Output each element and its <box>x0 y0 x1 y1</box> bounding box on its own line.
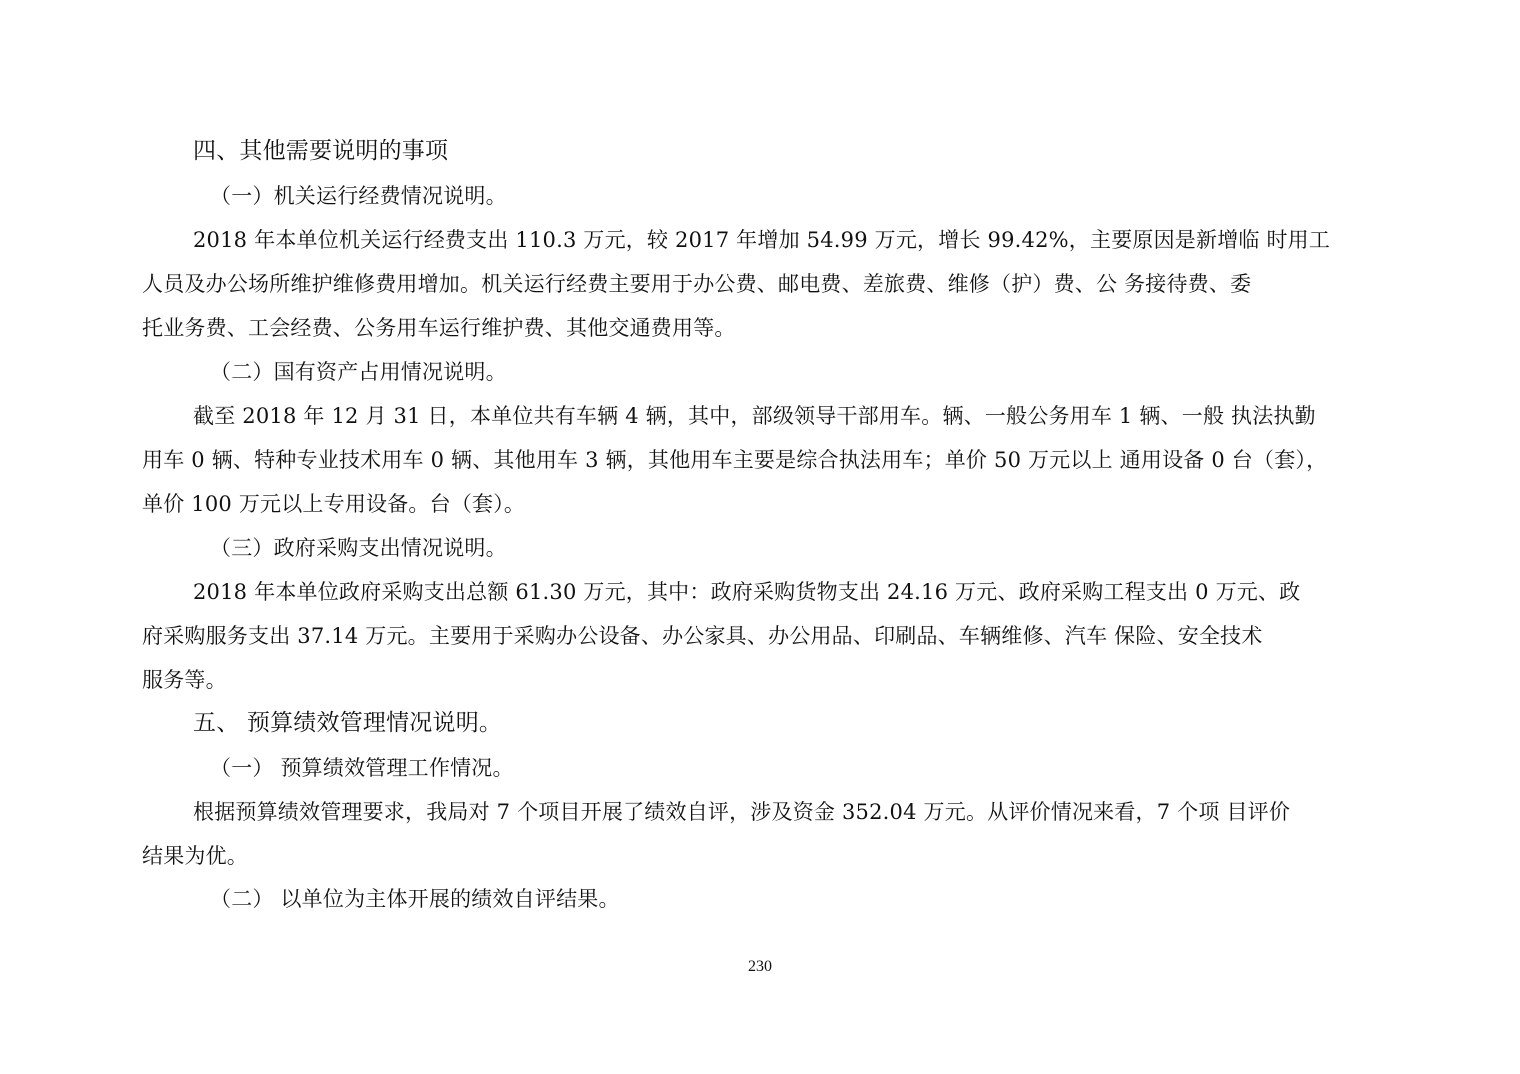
subsection-heading-2: （二）国有资产占用情况说明。 <box>210 360 507 384</box>
page-number: 230 <box>748 958 772 975</box>
section-heading-4: 四、其他需要说明的事项 <box>193 138 449 164</box>
paragraph-line: 服务等。 <box>142 668 227 692</box>
paragraph-line: 截至 2018 年 12 月 31 日，本单位共有车辆 4 辆，其中，部级领导干部用车。辆、一般公务用车 1 辆、一般 执法执勤 <box>193 404 1316 428</box>
paragraph-line: 府采购服务支出 37.14 万元。主要用于采购办公设备、办公家具、办公用品、印刷品、车辆维修、汽车 保险、安全技术 <box>142 624 1263 648</box>
paragraph-line: 2018 年本单位机关运行经费支出 110.3 万元，较 2017 年增加 54.99 万元，增长 99.42%，主要原因是新增临 时用工 <box>193 228 1331 252</box>
subsection-heading-5-2: （二） 以单位为主体开展的绩效自评结果。 <box>210 887 620 911</box>
paragraph-line: 用车 0 辆、特种专业技术用车 0 辆、其他用车 3 辆，其他用车主要是综合执法用车；单价 50 万元以上 通用设备 0 台（套）， <box>142 448 1328 472</box>
subsection-heading-5-1: （一） 预算绩效管理工作情况。 <box>210 756 514 780</box>
paragraph-line: 人员及办公场所维护维修费用增加。机关运行经费主要用于办公费、邮电费、差旅费、维修（护）费、公 务接待费、委 <box>142 272 1252 296</box>
paragraph-line: 根据预算绩效管理要求，我局对 7 个项目开展了绩效自评，涉及资金 352.04 万元。从评价情况来看，7 个项 目评价 <box>193 800 1291 824</box>
section-heading-5: 五、 预算绩效管理情况说明。 <box>193 710 503 736</box>
subsection-heading-1: （一）机关运行经费情况说明。 <box>210 184 507 208</box>
subsection-heading-3: （三）政府采购支出情况说明。 <box>210 536 507 560</box>
paragraph-line: 2018 年本单位政府采购支出总额 61.30 万元，其中：政府采购货物支出 24.16 万元、政府采购工程支出 0 万元、政 <box>193 580 1301 604</box>
paragraph-line: 托业务费、工会经费、公务用车运行维护费、其他交通费用等。 <box>142 316 736 340</box>
paragraph-line: 单价 100 万元以上专用设备。台（套）。 <box>142 492 526 516</box>
paragraph-line: 结果为优。 <box>142 844 248 868</box>
